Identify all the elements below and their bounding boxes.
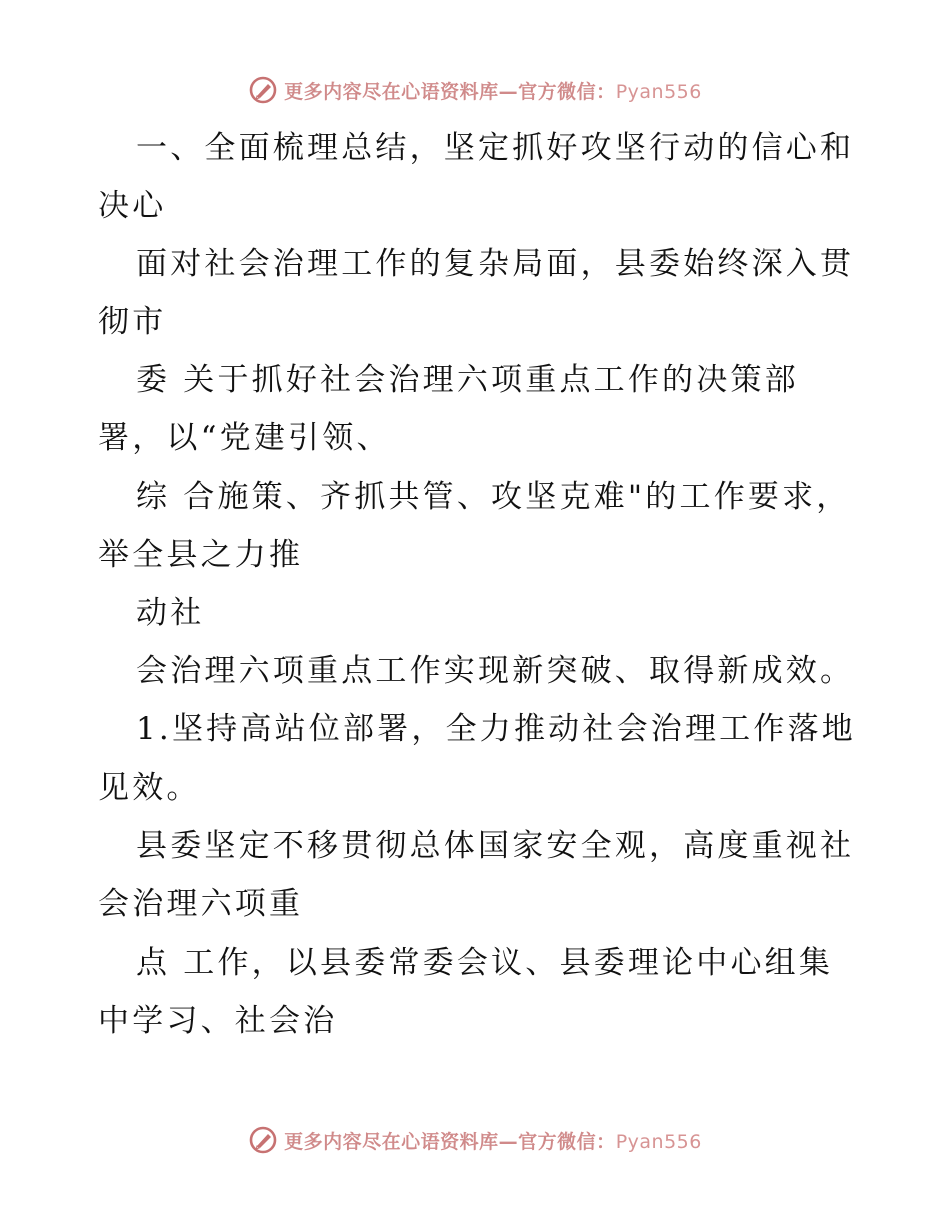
text-line: 会治理六项重点工作实现新突破、取得新成效。 [136,653,855,689]
text-line: 1.坚持高站位部署，全力推动社会治理工作落地 [136,711,856,747]
text-line: 会治理六项重 [98,886,304,922]
text-line: 面对社会治理工作的复杂局面，县委始终深入贯 [136,246,855,282]
text-line: 见效。 [98,770,201,806]
text-line: 举全县之力推 [98,537,304,573]
text-line: 点 工作，以县委常委会议、县委理论中心组集 [136,945,834,981]
text-line: 决心 [98,188,167,224]
pen-logo-icon [248,1125,278,1155]
header-watermark-banner [0,70,950,110]
pen-logo-icon [248,75,278,105]
text-line: 署，以“党建引领、 [98,420,391,456]
text-line: 委 关于抓好社会治理六项重点工作的决策部 [136,362,799,398]
footer-watermark-banner [0,1120,950,1160]
text-line: 中学习、社会治 [98,1003,338,1039]
text-line: 一、全面梳理总结，坚定抓好攻坚行动的信心和 [136,130,855,166]
text-line: 动社 [136,595,205,631]
text-line: 彻市 [98,304,167,340]
text-line: 县委坚定不移贯彻总体国家安全观，高度重视社 [136,828,855,864]
text-line: 综 合施策、齐抓共管、攻坚克难"的工作要求， [136,479,851,515]
watermark-text: 更多内容尽在心语资料库—官方微信：Pyan556 [284,80,702,103]
watermark-text: 更多内容尽在心语资料库—官方微信：Pyan556 [284,1130,702,1153]
